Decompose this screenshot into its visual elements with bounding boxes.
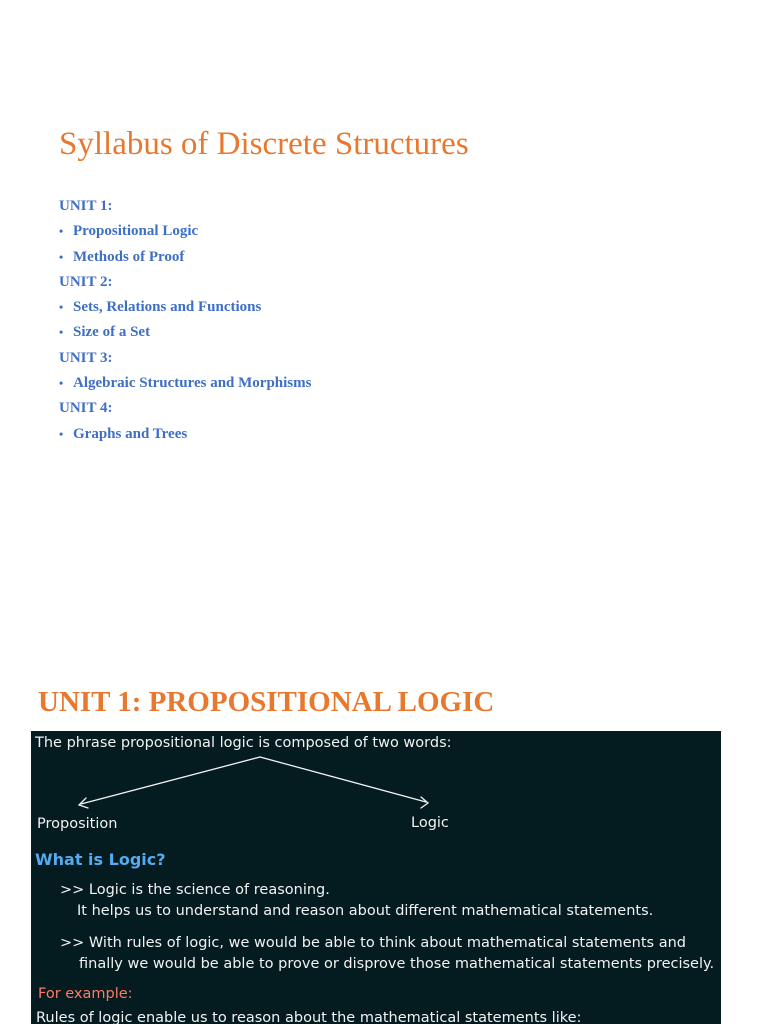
blackboard-image bbox=[31, 731, 721, 1024]
board-intro: The phrase propositional logic is composed of two words: bbox=[35, 735, 452, 751]
topic-graphs-and-trees bbox=[59, 424, 659, 449]
topic-size-of-a-set bbox=[59, 322, 659, 347]
topic-algebraic-structures bbox=[59, 373, 659, 398]
unit-4-heading: UNIT 4: bbox=[59, 400, 113, 417]
syllabus-title: Syllabus of Discrete Structures bbox=[59, 126, 469, 162]
bullet-icon: • bbox=[59, 325, 64, 340]
bullet-icon: • bbox=[59, 249, 64, 264]
arrowhead-right-icon bbox=[421, 797, 428, 808]
unit-1-title: UNIT 1: PROPOSITIONAL LOGIC bbox=[38, 686, 495, 718]
arrow-to-logic bbox=[260, 757, 426, 802]
bullet-icon: • bbox=[59, 224, 64, 239]
unit-2-heading: UNIT 2: bbox=[59, 273, 113, 290]
bullet-icon: • bbox=[59, 426, 64, 441]
word-proposition: Proposition bbox=[37, 816, 118, 832]
topic-label: Methods of Proof bbox=[73, 248, 185, 265]
example-text: Rules of logic enable us to reason about the mathematical statements like: bbox=[36, 1010, 582, 1024]
topic-sets-relations-functions bbox=[59, 297, 659, 322]
topic-label: Graphs and Trees bbox=[73, 425, 188, 442]
for-example-label: For example: bbox=[38, 986, 133, 1002]
topic-propositional-logic bbox=[59, 221, 659, 246]
topic-label: Size of a Set bbox=[73, 324, 151, 341]
unit-1-heading: UNIT 1: bbox=[59, 198, 113, 214]
syllabus-list bbox=[59, 196, 659, 449]
topic-label: Propositional Logic bbox=[73, 223, 199, 240]
topic-methods-of-proof bbox=[59, 247, 659, 272]
what-is-logic-heading: What is Logic? bbox=[35, 850, 166, 869]
point-2-line-2: finally we would be able to prove or disprove those mathematical statements precisely. bbox=[79, 956, 715, 972]
topic-label: Algebraic Structures and Morphisms bbox=[73, 375, 312, 392]
branch-arrows-diagram bbox=[31, 731, 721, 831]
arrow-to-proposition bbox=[81, 757, 260, 804]
unit-3-heading: UNIT 3: bbox=[59, 349, 113, 366]
point-1-line-1: >> Logic is the science of reasoning. bbox=[60, 882, 330, 898]
point-1-line-2: It helps us to understand and reason about different mathematical statements. bbox=[77, 903, 654, 919]
bullet-icon: • bbox=[59, 376, 64, 391]
point-2-line-1: >> With rules of logic, we would be able to think about mathematical statements and bbox=[60, 935, 686, 951]
word-logic: Logic bbox=[411, 815, 449, 831]
topic-label: Sets, Relations and Functions bbox=[73, 299, 262, 316]
bullet-icon: • bbox=[59, 300, 64, 315]
